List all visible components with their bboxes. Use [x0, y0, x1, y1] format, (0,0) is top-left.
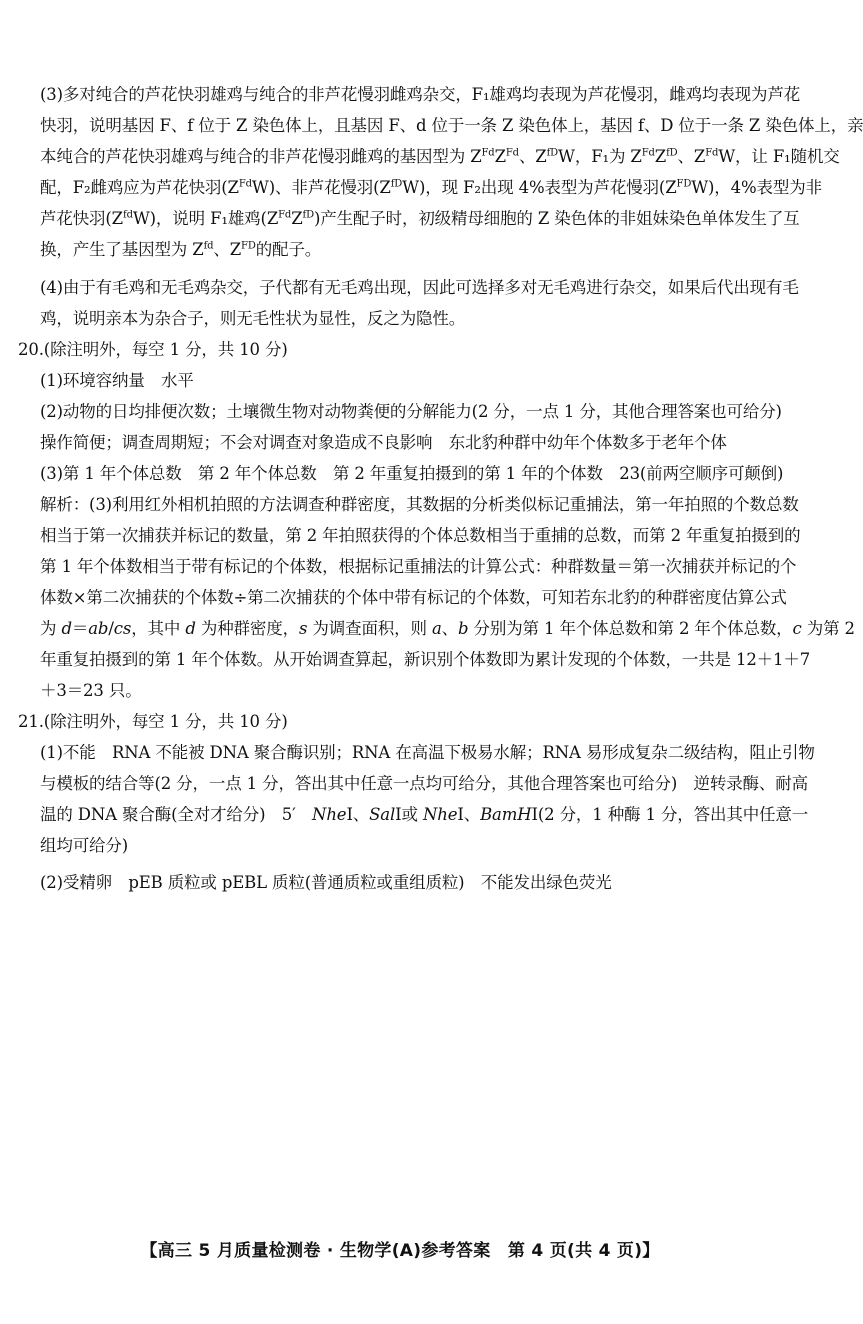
q19-p3-line-2: 快羽，说明基因 F、f 位于 Z 染色体上，且基因 F、d 位于一条 Z 染色体上，基因 f、D 位于一条 Z 染色体上，亲 [40, 116, 863, 135]
q21-answer-1-line-4: 组均可给分) [40, 836, 129, 855]
q20-analysis-line-4: 体数×第二次捕获的个体数÷第二次捕获的个体中带有标记的个体数，可知若东北豹的种群密度估算公式 [40, 588, 787, 607]
q20-analysis-line-7: ＋3＝23 只。 [40, 681, 142, 700]
q20-answer-3: (3)第 1 年个体总数 第 2 年个体总数 第 2 年重复拍摄到的第 1 年的个体数 23(前两空顺序可颠倒) [40, 464, 784, 483]
q19-p4-line-2: 鸡，说明亲本为杂合子，则无毛性状为显性，反之为隐性。 [40, 309, 466, 328]
q19-p3-line-6: 换，产生了基因型为 $Z^{fd}$、$Z^{FD}$的配子。 [40, 240, 322, 259]
q21-header: 21.(除注明外，每空 1 分，共 10 分) [18, 712, 288, 731]
q20-analysis-line-2: 相当于第一次捕获并标记的数量，第 2 年拍照获得的个体总数相当于重捕的总数，而第 2 年重复拍摄到的 [40, 526, 801, 545]
q21-answer-1-line-3: 温的 DNA 聚合酶(全对才给分) 5′ NheⅠ、SalⅠ或 NheⅠ、BamHⅠ(2 分，1 种酶 1 分，答出其中任意一 [40, 805, 809, 824]
q20-answer-1: (1)环境容纳量 水平 [40, 371, 194, 390]
q20-answer-2-line-2: 操作简便；调查周期短；不会对调查对象造成不良影响 东北豹种群中幼年个体数多于老年个体 [40, 433, 727, 452]
page-footer: 【高三 5 月质量检测卷 · 生物学(A)参考答案 第 4 页(共 4 页)】 [140, 1241, 660, 1261]
q20-analysis-line-1: 解析：(3)利用红外相机拍照的方法调查种群密度，其数据的分析类似标记重捕法，第一年拍照的个数总数 [40, 495, 799, 514]
q19-p3-line-1: (3)多对纯合的芦花快羽雄鸡与纯合的非芦花慢羽雌鸡杂交，F₁雄鸡均表现为芦花慢羽，雌鸡均表现为芦花 [40, 85, 801, 104]
q20-answer-2-line-1: (2)动物的日均排便次数；土壤微生物对动物粪便的分解能力(2 分，一点 1 分，其他合理答案也可给分) [40, 402, 782, 421]
q20-analysis-line-5: 为 d＝ab/cs，其中 d 为种群密度，s 为调查面积，则 a、b 分别为第 1 年个体总数和第 2 年个体总数，c 为第 2 [40, 619, 855, 638]
q21-answer-1-line-1: (1)不能 RNA 不能被 DNA 聚合酶识别；RNA 在高温下极易水解；RNA 易形成复杂二级结构，阻止引物 [40, 743, 815, 762]
q20-analysis-line-3: 第 1 年个体数相当于带有标记的个体数，根据标记重捕法的计算公式：种群数量＝第一次捕获并标记的个 [40, 557, 797, 576]
q20-analysis-line-6: 年重复拍摄到的第 1 年个体数。从开始调查算起，新识别个体数即为累计发现的个体数，一共是 12＋1＋7 [40, 650, 811, 669]
q19-p3-line-5: 芦花快羽$(Z^{fd}W)$，说明 F₁雄鸡$(Z^{Fd}Z^{fD})$产生配子时，初级精母细胞的 Z 染色体的非姐妹染色单体发生了互 [40, 209, 800, 228]
q19-p4-line-1: (4)由于有毛鸡和无毛鸡杂交，子代都有无毛鸡出现，因此可选择多对无毛鸡进行杂交，如果后代出现有毛 [40, 278, 799, 297]
q21-answer-2: (2)受精卵 pEB 质粒或 pEBL 质粒(普通质粒或重组质粒) 不能发出绿色荧光 [40, 873, 612, 892]
q21-answer-1-line-2: 与模板的结合等(2 分，一点 1 分，答出其中任意一点均可给分，其他合理答案也可给分) 逆转录酶、耐高 [40, 774, 808, 793]
q19-p3-line-3: 本纯合的芦花快羽雄鸡与纯合的非芦花慢羽雌鸡的基因型为 $Z^{Fd}Z^{Fd}$、$Z^{fD}W$，F₁为 $Z^{Fd}Z^{fD}$、$Z^{Fd}W$，让 F₁随机交 [40, 147, 840, 166]
q20-header: 20.(除注明外，每空 1 分，共 10 分) [18, 340, 288, 359]
q19-p3-line-4: 配，F₂雌鸡应为芦花快羽$(Z^{Fd}W)$、非芦花慢羽$(Z^{fD}W)$，现 F₂出现 4%表型为芦花慢羽$(Z^{FD}W)$，4%表型为非 [40, 178, 822, 197]
